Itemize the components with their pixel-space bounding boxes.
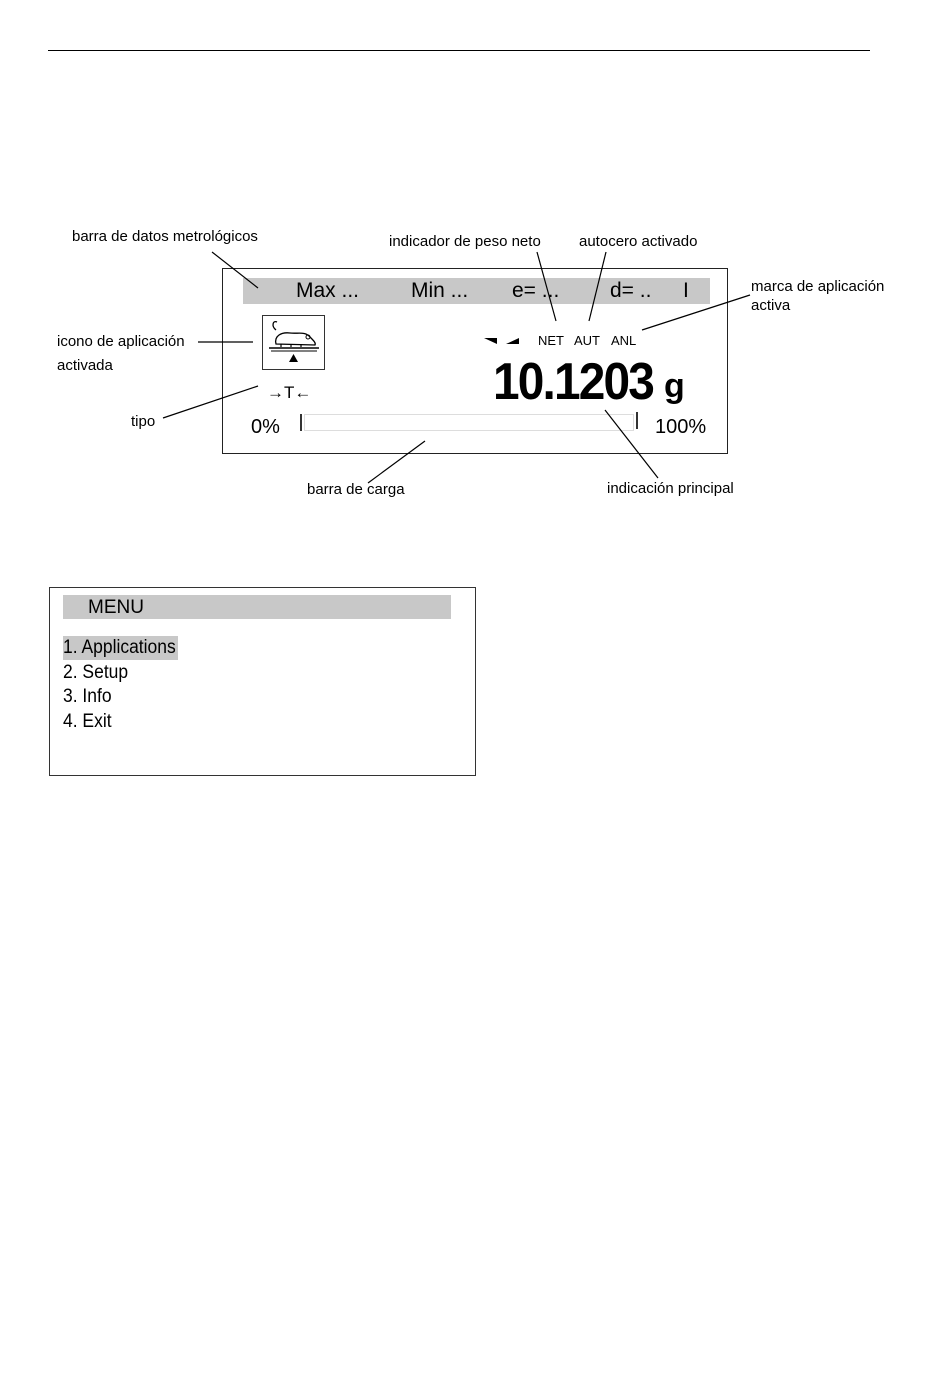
menu-item-exit[interactable]: 4. Exit <box>63 711 112 732</box>
callout-main-indication: indicación principal <box>607 480 734 497</box>
menu-item-applications[interactable]: 1. Applications <box>63 637 176 658</box>
metro-min: Min ... <box>411 279 469 302</box>
callout-active-app-mark-line1: marca de aplicación <box>751 278 885 295</box>
metro-e: e= ... <box>512 279 560 302</box>
callout-load-bar: barra de carga <box>307 481 405 498</box>
flag-net: NET <box>538 333 564 348</box>
tare-type-indicator: →T← <box>267 383 312 402</box>
callout-type: tipo <box>131 413 156 430</box>
main-weight-unit: g <box>664 367 685 405</box>
metro-d: d= .. <box>610 279 652 302</box>
callout-metro-bar: barra de datos metrológicos <box>72 228 258 245</box>
flag-anl: ANL <box>611 333 637 348</box>
callout-autozero: autocero activado <box>579 233 698 250</box>
callout-leader-lines <box>0 0 950 520</box>
menu-item-info[interactable]: 3. Info <box>63 686 112 707</box>
callout-app-icon-line2: activada <box>57 357 113 374</box>
menu-item-setup[interactable]: 2. Setup <box>63 662 129 683</box>
metro-marker: I <box>683 279 689 302</box>
metro-max: Max ... <box>296 279 360 302</box>
menu-title: MENU <box>88 597 144 618</box>
main-weight-value: 10.1203 <box>493 353 654 411</box>
callout-app-icon-line1: icono de aplicación <box>57 333 185 350</box>
callout-active-app-mark-line2: activa <box>751 297 791 314</box>
flag-aut: AUT <box>574 333 600 348</box>
callout-net-indicator: indicador de peso neto <box>389 233 541 250</box>
load-bar-max-label: 100% <box>655 416 707 438</box>
load-bar-min-label: 0% <box>251 416 280 438</box>
